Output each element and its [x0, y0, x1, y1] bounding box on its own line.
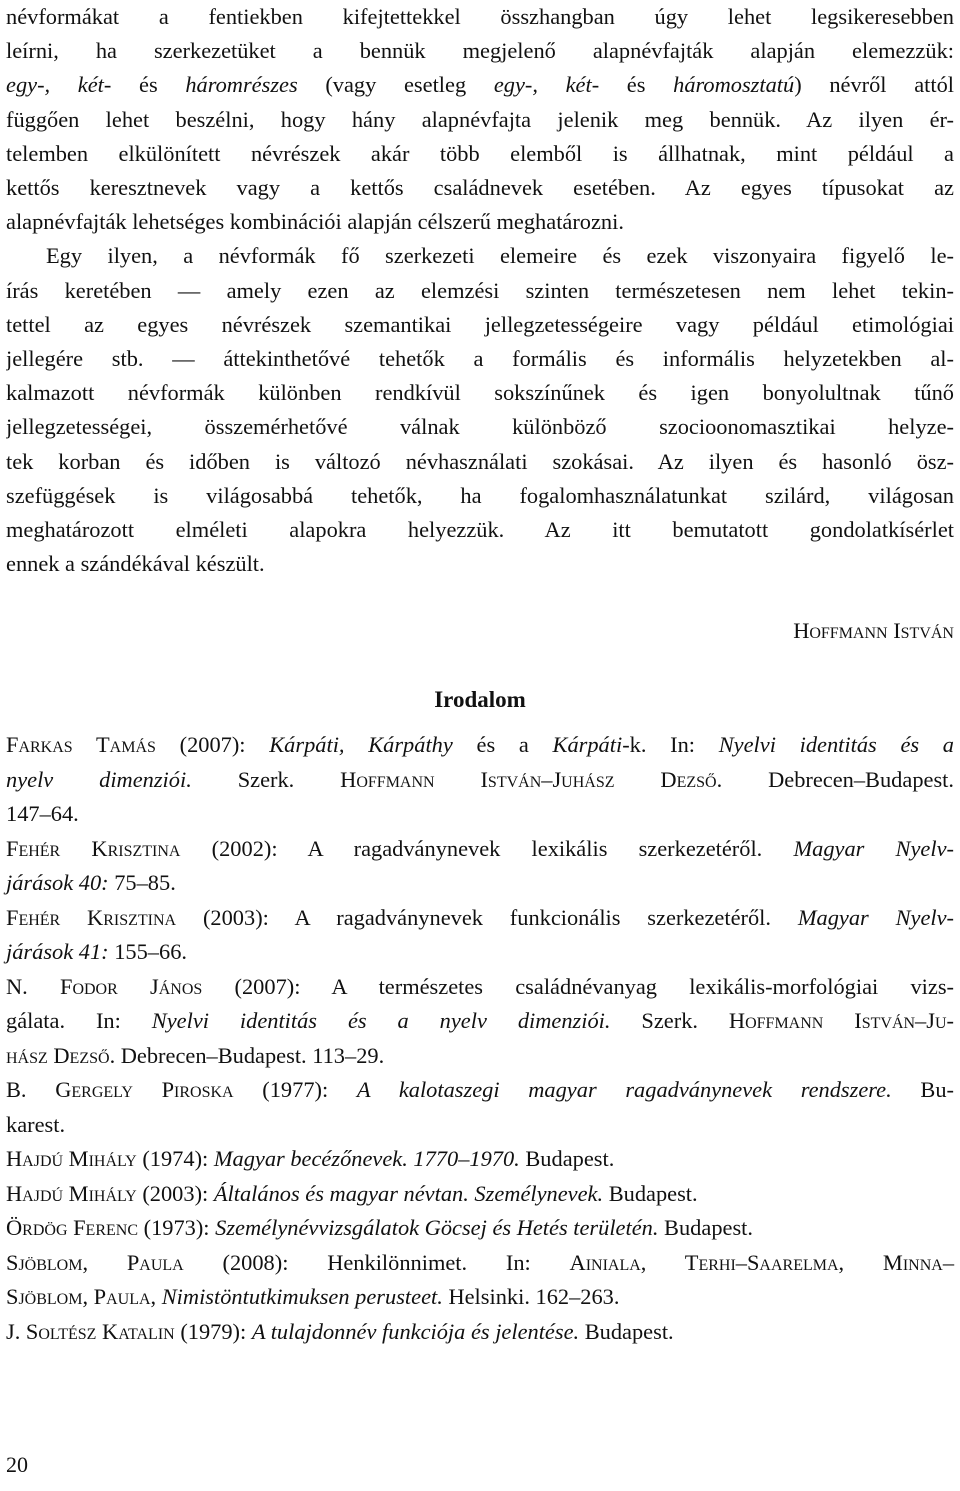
text-line: Egy ilyen, a névformák fő szerkezeti elemeire és ezek viszonyaira figyelő le- — [46, 243, 954, 269]
text-line: leírni, ha szerkezetüket a bennük megjelenő alapnévfajták alapján elemezzük: — [6, 38, 954, 64]
ref-source: Nimistöntutkimuksen perusteet. — [161, 1284, 443, 1309]
ref-place: karest. — [6, 1111, 66, 1137]
italic-term: háromrészes — [185, 72, 298, 98]
ref-place: . Debrecen–Budapest. — [716, 766, 954, 792]
section-heading: Irodalom — [434, 687, 526, 712]
ref-author: Fodor János — [60, 973, 203, 999]
ref-editor: Hoffmann István–Juhász Dezső — [340, 766, 717, 792]
reference-item — [6, 832, 954, 901]
ref-place: Bu- — [891, 1077, 954, 1102]
ref-text: B. — [6, 1077, 56, 1102]
reference-item — [6, 970, 954, 1074]
reference-item — [6, 901, 954, 970]
ref-place: Budapest. — [579, 1318, 674, 1344]
ref-editor: Hoffmann István–Ju- — [728, 1008, 954, 1033]
ref-place: Budapest. — [519, 1146, 615, 1171]
reference-item — [6, 1246, 954, 1315]
ref-source: Magyar Nyelv- — [797, 904, 954, 930]
reference-item — [6, 1315, 954, 1350]
reference-item — [6, 1073, 954, 1142]
italic-term: háromosztatú — [673, 72, 795, 98]
ref-year: (1974): — [136, 1146, 214, 1171]
text-line: ennek a szándékával készült. — [6, 551, 265, 577]
body-text — [6, 0, 954, 581]
ref-text: J. — [6, 1318, 26, 1344]
text-line: kettős keresztnevek vagy a kettős családnevek esetében. Az egyes típusokat az — [6, 175, 954, 201]
ref-editor: Sjöblom, Paula — [6, 1284, 151, 1309]
reference-item — [6, 1211, 954, 1246]
text-line: jellegére stb. — áttekinthetővé tehetők a formális és informális helyzetekben al- — [6, 346, 954, 372]
text-line: tettel az egyes névrészek szemantikai jellegzetességeire vagy például etimológiai — [6, 311, 954, 337]
ref-pages: 155–66. — [108, 939, 187, 964]
ref-author: Ördög Ferenc — [6, 1215, 139, 1240]
paragraph-2 — [6, 239, 954, 581]
ref-pages: 147–64. — [6, 801, 79, 826]
ref-title: Kárpáti, Kárpáthy — [269, 732, 453, 757]
ref-year: (2007): — [155, 732, 270, 757]
ref-text: Szerk. — [191, 766, 341, 792]
ref-pages: 75–85. — [108, 870, 176, 895]
text-line: meghatározott elméleti alapokra helyezzük. Az itt bemutatott gondolatkísérlet — [6, 517, 954, 543]
ref-title: A kalotaszegi magyar ragadványnevek rendszere. — [356, 1077, 892, 1102]
text-line: telemben elkülönített névrészek akár több elemből is állhatnak, mint például a — [6, 140, 954, 166]
ref-title: gálata. In: — [6, 1008, 152, 1033]
ref-text: Szerk. — [610, 1008, 729, 1033]
ref-title: (2008): Henkilönnimet. In: — [183, 1249, 570, 1275]
ref-place: Helsinki. 162–263. — [442, 1284, 620, 1309]
ref-text: N. — [6, 973, 60, 999]
text-line: szefüggések is világosabbá tehetők, ha fogalomhasználatunkat szilárd, világosan — [6, 482, 954, 508]
text-line: írás keretében — amely ezen az elemzési szinten természetesen nem lehet tekin- — [6, 277, 954, 303]
page-number: 20 — [6, 1452, 28, 1477]
ref-editor: hász Dezső — [6, 1042, 110, 1068]
text-line: névformákat a fentiekben kifejtettekkel összhangban úgy lehet legsikeresebben — [6, 4, 954, 29]
reference-item — [6, 1177, 954, 1212]
ref-year: (1977): — [233, 1077, 357, 1102]
ref-title: (2007): A természetes családnévanyag lexikális-morfológiai vizs- — [202, 973, 954, 999]
ref-year: (1973): — [138, 1215, 216, 1240]
ref-place: . Debrecen–Budapest. 113–29. — [109, 1042, 385, 1068]
ref-source: Magyar Nyelv- — [793, 835, 954, 861]
ref-author: Farkas Tamás — [6, 732, 156, 757]
text-line: kalmazott névformák különben rendkívül sokszínűnek és igen bonyolultnak tűnő — [6, 380, 954, 406]
ref-title: (2002): A ragadványnevek lexikális szerkezetéről. — [180, 835, 794, 861]
text-line: jellegzetességei, összemérhetővé válnak különböző szocioonomasztikai helyze- — [6, 414, 954, 440]
ref-author: Gergely Piroska — [55, 1077, 234, 1102]
ref-place: Budapest. — [658, 1215, 753, 1240]
italic-term: egy-, két- — [6, 72, 112, 98]
paragraph-1 — [6, 0, 954, 239]
ref-title: Személynévvizsgálatok Göcsej és Hetés területén. — [215, 1215, 659, 1240]
ref-editor: Ainiala, Terhi–Saarelma, Minna– — [569, 1249, 955, 1275]
reference-item — [6, 728, 954, 832]
ref-year: (2003): — [136, 1180, 214, 1206]
ref-author: Fehér Krisztina — [6, 835, 181, 861]
ref-text: , — [150, 1284, 162, 1309]
ref-source: nyelv dimenziói. — [6, 766, 192, 792]
italic-term: egy-, két- — [493, 72, 600, 98]
ref-year: (1979): — [174, 1318, 252, 1344]
ref-author: Hajdú Mihály — [6, 1180, 137, 1206]
reference-list — [6, 728, 954, 1349]
ref-author: Hajdú Mihály — [6, 1146, 137, 1171]
text-line: alapnévfajták lehetséges kombinációi alapján célszerű meghatározni. — [6, 209, 624, 235]
reference-item — [6, 1142, 954, 1177]
text-line: függően lehet beszélni, hogy hány alapnévfajta jelenik meg bennük. Az ilyen ér- — [6, 106, 954, 132]
ref-source: járások 40: — [6, 870, 109, 895]
ref-author: Soltész Katalin — [25, 1318, 175, 1344]
ref-text: és a — [452, 732, 553, 757]
ref-source: Nyelvi identitás és a nyelv dimenziói. — [151, 1008, 611, 1033]
ref-author: Sjöblom, Paula — [6, 1249, 184, 1275]
ref-title: (2003): A ragadványnevek funkcionális szerkezetéről. — [176, 904, 798, 930]
ref-title: Magyar becézőnevek. 1770–1970. — [213, 1146, 520, 1171]
ref-text: -k. In: — [622, 732, 719, 757]
ref-source: Nyelvi identitás és a — [718, 732, 954, 757]
ref-author: Fehér Krisztina — [6, 904, 177, 930]
text-line: tek korban és időben is változó névhasználati szokásai. Az ilyen és hasonló ösz- — [6, 448, 954, 474]
ref-title: Általános és magyar névtan. Személynevek. — [213, 1180, 604, 1206]
author-name: Hoffmann István — [793, 618, 954, 643]
ref-place: Budapest. — [603, 1180, 698, 1206]
ref-source: járások 41: — [6, 939, 109, 964]
ref-title: Kárpáti — [552, 732, 623, 757]
text-line: egy-, két- és háromrészes (vagy esetleg egy-, két- és háromosztatú) névről attól — [6, 72, 954, 98]
ref-title: A tulajdonnév funkciója és jelentése. — [251, 1318, 580, 1344]
